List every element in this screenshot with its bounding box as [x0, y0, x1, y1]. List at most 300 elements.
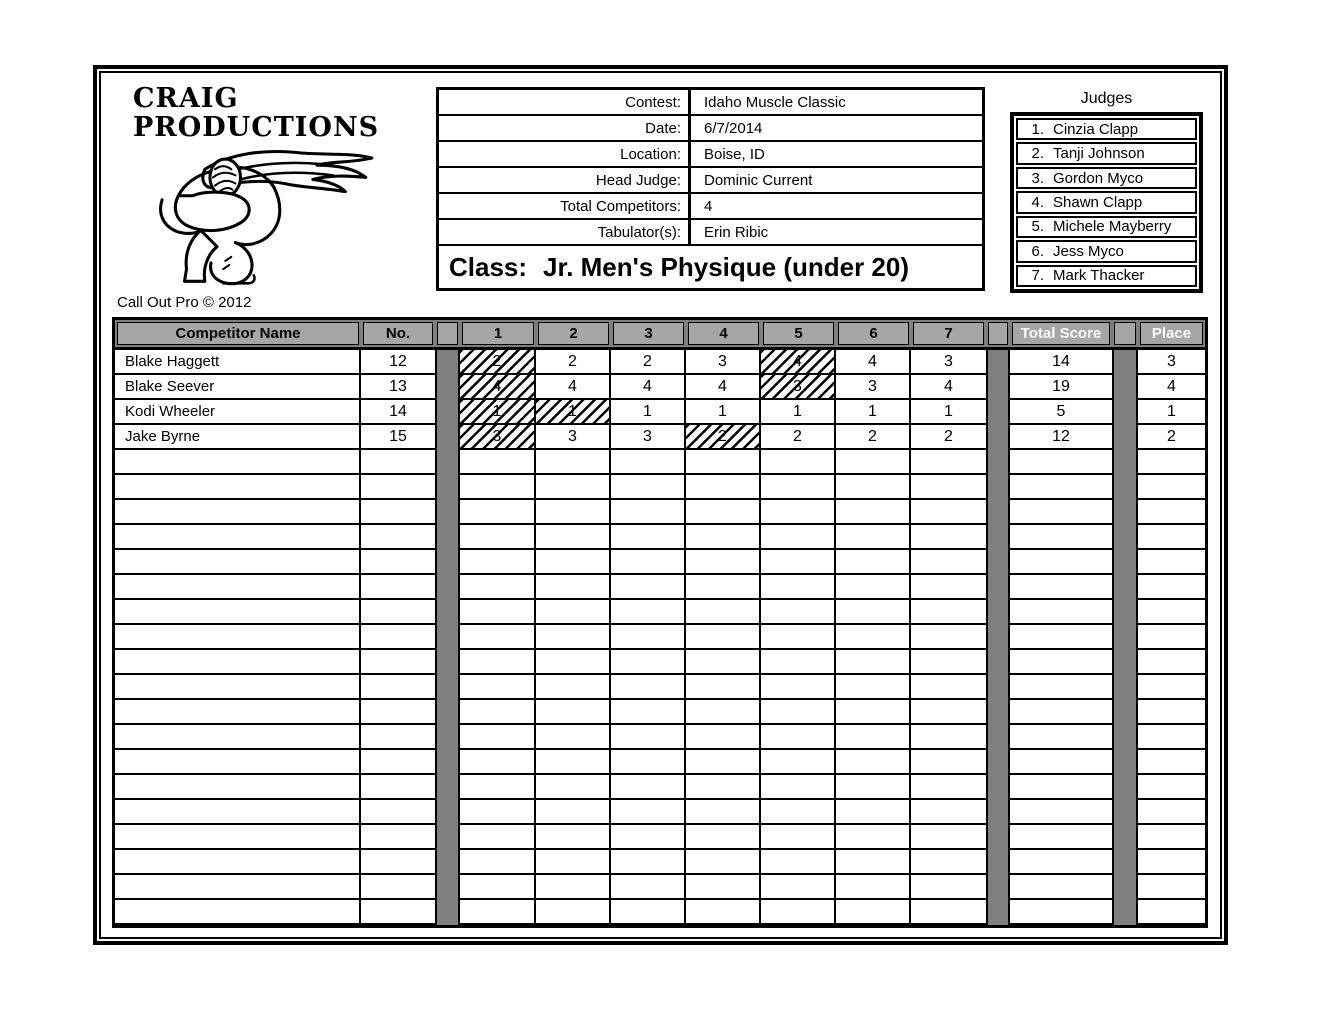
judge-row [1016, 118, 1197, 140]
judge-number: 6. [1031, 242, 1044, 260]
score-row [115, 350, 1205, 375]
spacer-column [435, 800, 460, 825]
place-cell [1138, 550, 1205, 575]
total-score-cell [1010, 725, 1112, 750]
spacer-column [435, 875, 460, 900]
logo-line1: CRAIG [133, 83, 239, 114]
place-cell [1138, 525, 1205, 550]
competitor-no-cell [361, 575, 435, 600]
spacer-column [435, 600, 460, 625]
judge-score-cell [761, 750, 836, 775]
judge-score-cell [911, 725, 986, 750]
judge-score-cell [686, 850, 761, 875]
spacer-column [986, 425, 1010, 450]
spacer-column [435, 500, 460, 525]
spacer-column [435, 550, 460, 575]
judge-score-cell [686, 625, 761, 650]
spacer-column [435, 650, 460, 675]
spacer-column [986, 750, 1010, 775]
judge-score-cell [911, 750, 986, 775]
judge-row [1016, 265, 1197, 287]
judge-score-cell [911, 550, 986, 575]
judge-score-cell [761, 800, 836, 825]
score-row [115, 725, 1205, 750]
spacer-column [435, 425, 460, 450]
score-row [115, 775, 1205, 800]
judge-score-cell [536, 775, 611, 800]
score-row [115, 700, 1205, 725]
judge-row [1016, 216, 1197, 238]
contest-info-value: Idaho Muscle Classic [704, 93, 846, 111]
judge-score-cell [686, 800, 761, 825]
score-table [112, 317, 1208, 928]
judge-score-cell [836, 475, 911, 500]
header-cell [1114, 322, 1136, 345]
judge-score-cell: 2 [761, 425, 836, 450]
judge-score-cell [761, 650, 836, 675]
judge-score-cell: 3 [911, 350, 986, 375]
spacer-column [1112, 400, 1138, 425]
contest-info-row [439, 220, 982, 246]
competitor-name-cell: Blake Haggett [115, 350, 361, 375]
spacer-column [1112, 725, 1138, 750]
judge-score-cell [460, 625, 536, 650]
header-cell: Place [1140, 322, 1203, 345]
judge-score-cell [536, 600, 611, 625]
competitor-no-cell [361, 475, 435, 500]
score-row [115, 600, 1205, 625]
place-cell [1138, 725, 1205, 750]
bodybuilder-logo-icon [103, 130, 378, 290]
score-row [115, 650, 1205, 675]
spacer-column [435, 475, 460, 500]
header-cell: 4 [688, 322, 759, 345]
competitor-name-cell [115, 875, 361, 900]
score-row [115, 450, 1205, 475]
judge-score-cell [686, 775, 761, 800]
judge-score-cell [911, 900, 986, 925]
judge-score-cell: 4 [611, 375, 686, 400]
judge-score-cell [536, 850, 611, 875]
judge-score-cell [611, 750, 686, 775]
judge-score-cell [536, 900, 611, 925]
score-row [115, 375, 1205, 400]
header-cell: 7 [913, 322, 984, 345]
contest-info-box [436, 87, 985, 291]
judge-score-cell [536, 725, 611, 750]
competitor-no-cell [361, 850, 435, 875]
judge-score-cell [611, 500, 686, 525]
judge-score-cell [686, 900, 761, 925]
spacer-column [435, 775, 460, 800]
judge-score-cell [611, 600, 686, 625]
judge-score-cell [686, 700, 761, 725]
place-cell [1138, 575, 1205, 600]
score-row [115, 900, 1205, 925]
contest-info-value: 6/7/2014 [704, 119, 763, 137]
judge-score-cell [611, 525, 686, 550]
place-cell: 2 [1138, 425, 1205, 450]
judge-row [1016, 191, 1197, 213]
judge-score-cell [686, 575, 761, 600]
spacer-column [435, 625, 460, 650]
judge-score-cell: 1 [836, 400, 911, 425]
judge-score-cell [761, 725, 836, 750]
total-score-cell [1010, 775, 1112, 800]
competitor-no-cell [361, 625, 435, 650]
competitor-name-cell [115, 800, 361, 825]
competitor-no-cell [361, 825, 435, 850]
score-row [115, 675, 1205, 700]
total-score-cell [1010, 625, 1112, 650]
judge-score-cell: 1 [460, 400, 536, 425]
total-score-cell [1010, 750, 1112, 775]
judge-score-cell [686, 550, 761, 575]
spacer-column [435, 700, 460, 725]
spacer-column [1112, 375, 1138, 400]
judge-score-cell: 1 [911, 400, 986, 425]
class-label: Class: [449, 251, 528, 282]
judge-name: Cinzia Clapp [1053, 120, 1139, 138]
competitor-name-cell [115, 550, 361, 575]
spacer-column [435, 675, 460, 700]
class-row [439, 246, 982, 288]
judge-score-cell [836, 525, 911, 550]
competitor-name-cell [115, 675, 361, 700]
header-cell [988, 322, 1008, 345]
header-cell: 3 [613, 322, 684, 345]
judge-name: Michele Mayberry [1053, 218, 1172, 236]
judge-score-cell [761, 825, 836, 850]
judges-title: Judges [1080, 90, 1133, 107]
spacer-column [1112, 475, 1138, 500]
judge-score-cell [836, 675, 911, 700]
judge-score-cell [761, 600, 836, 625]
judge-score-cell [761, 700, 836, 725]
spacer-column [986, 450, 1010, 475]
competitor-name-cell [115, 475, 361, 500]
judge-score-cell [911, 650, 986, 675]
score-table-body [115, 350, 1205, 925]
judge-score-cell [761, 550, 836, 575]
judge-row [1016, 240, 1197, 262]
judge-score-cell [460, 525, 536, 550]
judge-score-cell [460, 775, 536, 800]
judge-score-cell [911, 450, 986, 475]
contest-info-row [439, 142, 982, 168]
score-row [115, 475, 1205, 500]
judge-score-cell [460, 600, 536, 625]
judge-score-cell [536, 825, 611, 850]
judge-score-cell [611, 875, 686, 900]
judge-score-cell [611, 650, 686, 675]
total-score-cell: 14 [1010, 350, 1112, 375]
judge-score-cell [911, 500, 986, 525]
competitor-name-cell [115, 750, 361, 775]
header-cell: 1 [462, 322, 534, 345]
place-cell [1138, 600, 1205, 625]
header-cell: 6 [838, 322, 909, 345]
judge-score-cell [536, 750, 611, 775]
spacer-column [1112, 650, 1138, 675]
judge-score-cell [611, 450, 686, 475]
judge-score-cell [686, 600, 761, 625]
spacer-column [986, 600, 1010, 625]
judge-score-cell [836, 800, 911, 825]
judge-number: 4. [1031, 193, 1044, 211]
spacer-column [435, 350, 460, 375]
total-score-cell [1010, 875, 1112, 900]
judge-number: 1. [1031, 120, 1044, 138]
total-score-cell [1010, 800, 1112, 825]
place-cell [1138, 700, 1205, 725]
judge-name: Mark Thacker [1053, 267, 1145, 285]
judge-score-cell [761, 450, 836, 475]
spacer-column [1112, 550, 1138, 575]
total-score-cell [1010, 900, 1112, 925]
spacer-column [1112, 600, 1138, 625]
competitor-no-cell: 13 [361, 375, 435, 400]
judge-score-cell: 2 [911, 425, 986, 450]
score-row [115, 750, 1205, 775]
judge-score-cell [836, 725, 911, 750]
spacer-column [986, 650, 1010, 675]
spacer-column [435, 450, 460, 475]
place-cell: 3 [1138, 350, 1205, 375]
place-cell: 1 [1138, 400, 1205, 425]
spacer-column [1112, 800, 1138, 825]
judges-box [1010, 112, 1203, 293]
total-score-cell [1010, 650, 1112, 675]
judge-score-cell [911, 875, 986, 900]
place-cell [1138, 650, 1205, 675]
place-cell [1138, 450, 1205, 475]
spacer-column [986, 900, 1010, 925]
judge-score-cell: 2 [460, 350, 536, 375]
judge-score-cell [460, 650, 536, 675]
spacer-column [435, 725, 460, 750]
spacer-column [1112, 425, 1138, 450]
judge-score-cell [836, 750, 911, 775]
judge-score-cell: 1 [611, 400, 686, 425]
place-cell [1138, 675, 1205, 700]
judge-score-cell [761, 625, 836, 650]
spacer-column [1112, 750, 1138, 775]
competitor-no-cell [361, 750, 435, 775]
contest-info-label: Tabulator(s): [439, 220, 691, 244]
place-cell [1138, 750, 1205, 775]
competitor-no-cell: 15 [361, 425, 435, 450]
judge-score-cell [460, 450, 536, 475]
judge-score-cell [761, 525, 836, 550]
score-row [115, 800, 1205, 825]
score-row [115, 875, 1205, 900]
competitor-no-cell [361, 900, 435, 925]
spacer-column [986, 500, 1010, 525]
judge-score-cell [836, 450, 911, 475]
contest-info-value: Erin Ribic [704, 223, 769, 241]
judge-number: 2. [1031, 145, 1044, 163]
contest-info-label: Date: [439, 116, 691, 140]
spacer-column [1112, 825, 1138, 850]
total-score-cell [1010, 575, 1112, 600]
judge-score-cell: 4 [836, 350, 911, 375]
total-score-cell [1010, 600, 1112, 625]
judge-score-cell [460, 850, 536, 875]
judge-score-cell: 3 [611, 425, 686, 450]
judge-score-cell: 3 [836, 375, 911, 400]
judge-score-cell: 2 [536, 350, 611, 375]
spacer-column [435, 900, 460, 925]
place-cell [1138, 625, 1205, 650]
competitor-name-cell: Blake Seever [115, 375, 361, 400]
competitor-name-cell [115, 825, 361, 850]
judge-score-cell [911, 775, 986, 800]
judge-number: 3. [1031, 169, 1044, 187]
judge-score-cell [836, 875, 911, 900]
judge-score-cell [836, 700, 911, 725]
judge-score-cell [836, 550, 911, 575]
competitor-no-cell [361, 450, 435, 475]
judge-score-cell [611, 675, 686, 700]
competitor-no-cell [361, 875, 435, 900]
judge-score-cell [686, 475, 761, 500]
judge-score-cell: 3 [761, 375, 836, 400]
judge-score-cell [686, 650, 761, 675]
judge-score-cell [761, 575, 836, 600]
judge-score-cell [536, 550, 611, 575]
judge-score-cell [460, 825, 536, 850]
header-cell: No. [363, 322, 433, 345]
place-cell [1138, 825, 1205, 850]
competitor-name-cell [115, 650, 361, 675]
judge-score-cell [911, 825, 986, 850]
spacer-column [986, 400, 1010, 425]
judge-score-cell [911, 675, 986, 700]
judge-score-cell [460, 800, 536, 825]
spacer-column [1112, 875, 1138, 900]
total-score-cell [1010, 700, 1112, 725]
judge-score-cell [836, 575, 911, 600]
judge-score-cell [761, 500, 836, 525]
spacer-column [986, 875, 1010, 900]
score-table-header [115, 320, 1205, 350]
competitor-no-cell [361, 675, 435, 700]
judge-score-cell [536, 675, 611, 700]
judge-name: Gordon Myco [1053, 169, 1144, 187]
competitor-name-cell [115, 450, 361, 475]
total-score-cell: 19 [1010, 375, 1112, 400]
judge-score-cell: 4 [686, 375, 761, 400]
spacer-column [1112, 500, 1138, 525]
header-cell [437, 322, 458, 345]
score-row [115, 625, 1205, 650]
judge-score-cell [911, 850, 986, 875]
competitor-no-cell [361, 500, 435, 525]
spacer-column [986, 725, 1010, 750]
spacer-column [986, 525, 1010, 550]
spacer-column [1112, 525, 1138, 550]
copyright-text: Call Out Pro © 2012 [117, 294, 252, 311]
judge-score-cell [460, 875, 536, 900]
judge-score-cell [536, 500, 611, 525]
judge-score-cell [611, 575, 686, 600]
spacer-column [986, 550, 1010, 575]
spacer-column [435, 400, 460, 425]
judge-score-cell [460, 475, 536, 500]
judge-score-cell [460, 900, 536, 925]
judge-score-cell [536, 700, 611, 725]
judge-score-cell [761, 850, 836, 875]
competitor-name-cell [115, 775, 361, 800]
judge-score-cell [836, 850, 911, 875]
competitor-no-cell [361, 525, 435, 550]
judge-score-cell [686, 750, 761, 775]
place-cell [1138, 850, 1205, 875]
spacer-column [986, 350, 1010, 375]
competitor-name-cell: Kodi Wheeler [115, 400, 361, 425]
competitor-no-cell [361, 550, 435, 575]
judge-score-cell [611, 775, 686, 800]
judge-number: 5. [1031, 218, 1044, 236]
spacer-column [986, 825, 1010, 850]
judge-score-cell [460, 700, 536, 725]
judge-score-cell [536, 650, 611, 675]
judge-score-cell [536, 875, 611, 900]
judge-score-cell [460, 575, 536, 600]
competitor-no-cell [361, 725, 435, 750]
judge-score-cell [611, 475, 686, 500]
judge-name: Shawn Clapp [1053, 193, 1143, 211]
spacer-column [1112, 900, 1138, 925]
judge-score-cell [836, 825, 911, 850]
class-value: Jr. Men's Physique (under 20) [543, 251, 910, 282]
judge-score-cell: 4 [460, 375, 536, 400]
competitor-name-cell [115, 525, 361, 550]
competitor-name-cell [115, 900, 361, 925]
judge-score-cell: 2 [686, 425, 761, 450]
judge-row [1016, 142, 1197, 164]
judge-score-cell [836, 900, 911, 925]
spacer-column [1112, 450, 1138, 475]
judge-score-cell [611, 800, 686, 825]
spacer-column [1112, 625, 1138, 650]
place-cell [1138, 900, 1205, 925]
judge-score-cell [761, 775, 836, 800]
competitor-no-cell: 14 [361, 400, 435, 425]
contest-info-row [439, 90, 982, 116]
spacer-column [435, 750, 460, 775]
judge-name: Tanji Johnson [1053, 145, 1145, 163]
judge-score-cell [536, 575, 611, 600]
place-cell [1138, 875, 1205, 900]
judge-score-cell [536, 475, 611, 500]
place-cell [1138, 475, 1205, 500]
total-score-cell: 5 [1010, 400, 1112, 425]
judge-score-cell [611, 700, 686, 725]
spacer-column [986, 800, 1010, 825]
contest-info-row [439, 168, 982, 194]
logo-line2: PRODUCTIONS [133, 112, 380, 143]
score-row [115, 850, 1205, 875]
competitor-name-cell [115, 600, 361, 625]
judge-score-cell [686, 500, 761, 525]
spacer-column [1112, 675, 1138, 700]
judge-score-cell [911, 700, 986, 725]
header-cell: 2 [538, 322, 609, 345]
spacer-column [1112, 350, 1138, 375]
spacer-column [986, 850, 1010, 875]
